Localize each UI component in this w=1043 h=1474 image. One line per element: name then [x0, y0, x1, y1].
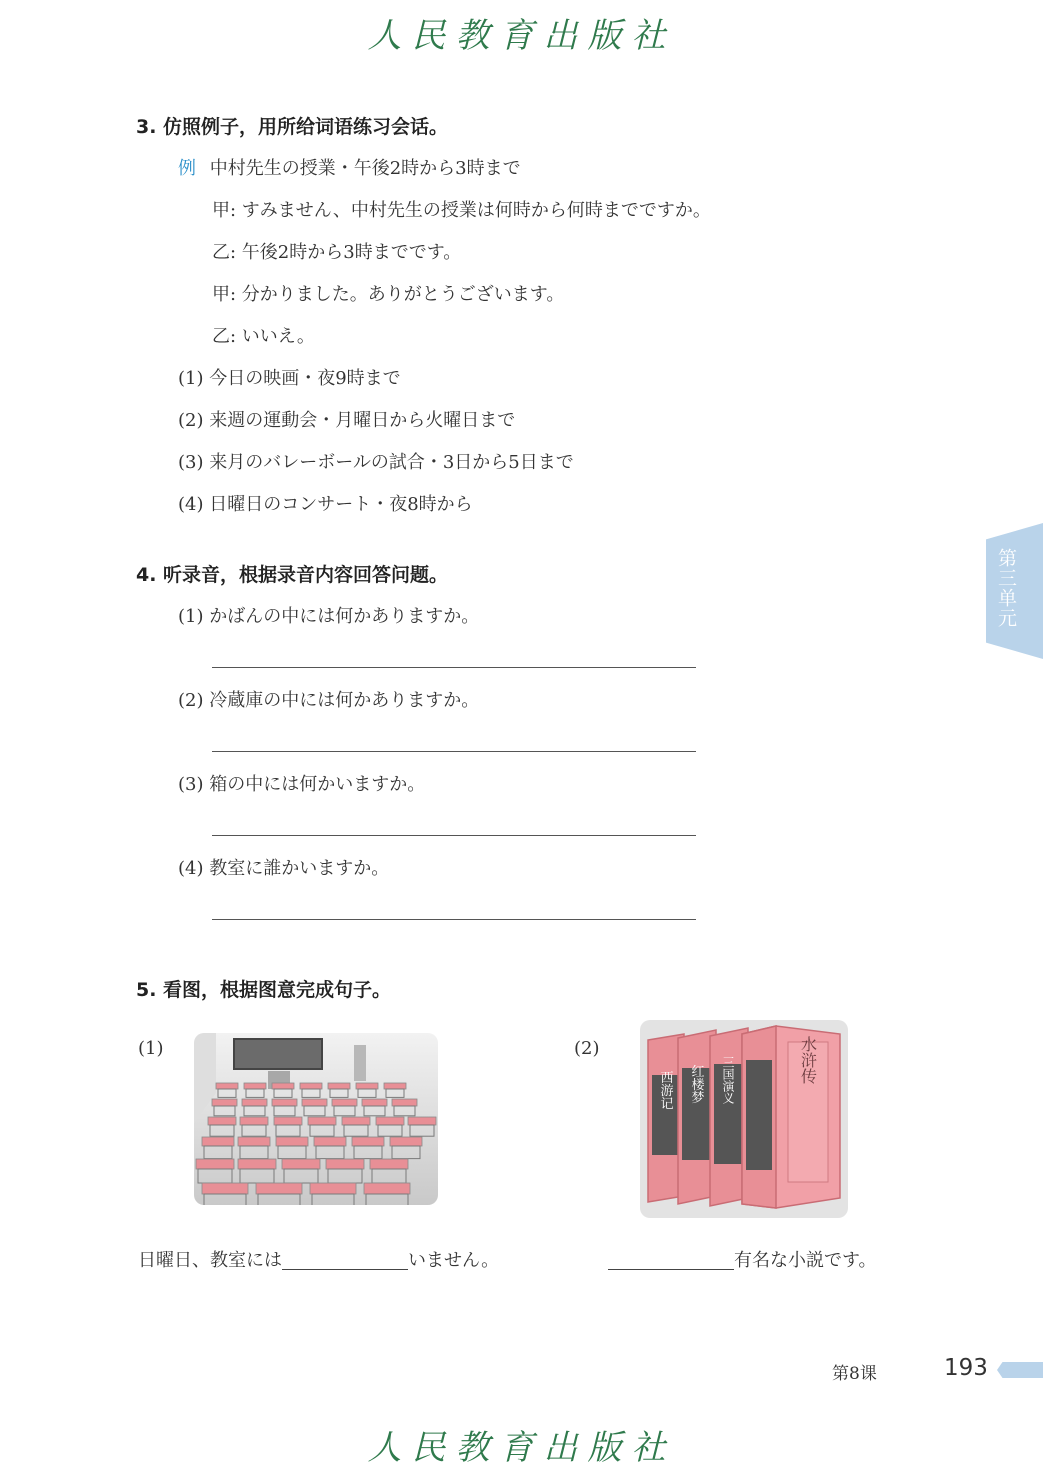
book-title: 红楼梦: [688, 1064, 704, 1104]
question: (1) かばんの中には何かありますか。: [178, 606, 480, 627]
sentence-1-after: いません。: [408, 1250, 500, 1271]
desk: [202, 1137, 234, 1146]
section-4-title: 4. 听录音，根据录音内容回答问题。: [136, 564, 449, 586]
dialog-line: 乙: いいえ。: [212, 326, 315, 347]
book-title: 西游记: [657, 1070, 673, 1110]
desk: [390, 1137, 422, 1146]
answer-line-1[interactable]: [212, 667, 696, 668]
blank-1[interactable]: [282, 1249, 408, 1270]
desk: [196, 1159, 234, 1169]
desk: [326, 1159, 364, 1169]
desk: [212, 1099, 237, 1106]
question: (4) 教室に誰かいますか。: [178, 858, 390, 879]
book-shuihuzhuan: [742, 1026, 840, 1208]
book-title: 三国演义: [721, 1056, 735, 1104]
sentence-1: [138, 1246, 499, 1272]
desk: [276, 1137, 308, 1146]
practice-item: (4) 日曜日のコンサート・夜8時から: [178, 494, 473, 515]
blank-2[interactable]: [608, 1249, 734, 1270]
question: (2) 冷蔵庫の中には何かありますか。: [178, 690, 480, 711]
answer-line-4[interactable]: [212, 919, 696, 920]
desk: [364, 1183, 410, 1194]
desk: [208, 1117, 236, 1125]
desk: [308, 1117, 336, 1125]
publisher-logo-bottom: 人民教育出版社: [367, 1428, 676, 1468]
desk: [384, 1083, 406, 1089]
sentence-2-after: 有名な小説です。: [734, 1250, 877, 1271]
desk: [342, 1117, 370, 1125]
figure-2-label: (2): [574, 1038, 600, 1059]
unit-side-tab-label: 第三单元: [995, 548, 1017, 628]
desk: [202, 1183, 248, 1194]
desk: [238, 1159, 276, 1169]
section-3-title: 3. 仿照例子，用所给词语练习会话。: [136, 116, 449, 138]
example-topic: 中村先生の授業・午後2時から3時まで: [209, 158, 521, 179]
answer-line-2[interactable]: [212, 751, 696, 752]
practice-item: (3) 来月のバレーボールの試合・3日から5日まで: [178, 452, 574, 473]
desk: [356, 1083, 378, 1089]
example-row: [178, 154, 521, 180]
sentence-2: [608, 1246, 877, 1272]
book-title: 水浒传: [798, 1036, 818, 1084]
desk: [328, 1083, 350, 1089]
answer-line-3[interactable]: [212, 835, 696, 836]
desk: [242, 1099, 267, 1106]
classroom-illustration: [194, 1033, 438, 1205]
practice-item: (2) 来週の運動会・月曜日から火曜日まで: [178, 410, 516, 431]
practice-item: (1) 今日の映画・夜9時まで: [178, 368, 401, 389]
desk: [216, 1083, 238, 1089]
publisher-logo-top: 人民教育出版社: [367, 16, 676, 56]
desk: [282, 1159, 320, 1169]
example-mark: 例: [178, 158, 196, 179]
desk: [272, 1099, 297, 1106]
desk: [314, 1137, 346, 1146]
lesson-label: 第8课: [832, 1364, 877, 1384]
dialog-line: 甲: 分かりました。ありがとうございます。: [212, 284, 565, 305]
figure-1-label: (1): [138, 1038, 164, 1059]
desk: [352, 1137, 384, 1146]
books-illustration: [640, 1020, 848, 1218]
page-number-bar: [997, 1362, 1043, 1378]
desk: [300, 1083, 322, 1089]
dialog-line: 乙: 午後2時から3時までです。: [212, 242, 462, 263]
desk: [332, 1099, 357, 1106]
section-5-title: 5. 看图，根据图意完成句子。: [136, 979, 392, 1001]
sentence-1-before: 日曜日、教室には: [138, 1250, 282, 1271]
desk: [392, 1099, 417, 1106]
desk: [302, 1099, 327, 1106]
desk: [310, 1183, 356, 1194]
desk: [244, 1083, 266, 1089]
desk: [256, 1183, 302, 1194]
desk: [362, 1099, 387, 1106]
desk: [272, 1083, 294, 1089]
desk: [370, 1159, 408, 1169]
desk: [238, 1137, 270, 1146]
page-number: 193: [944, 1355, 988, 1381]
question: (3) 箱の中には何かいますか。: [178, 774, 426, 795]
desk: [408, 1117, 436, 1125]
desk: [274, 1117, 302, 1125]
desk: [376, 1117, 404, 1125]
desk: [240, 1117, 268, 1125]
dialog-line: 甲: すみません、中村先生の授業は何時から何時までですか。: [212, 200, 711, 221]
